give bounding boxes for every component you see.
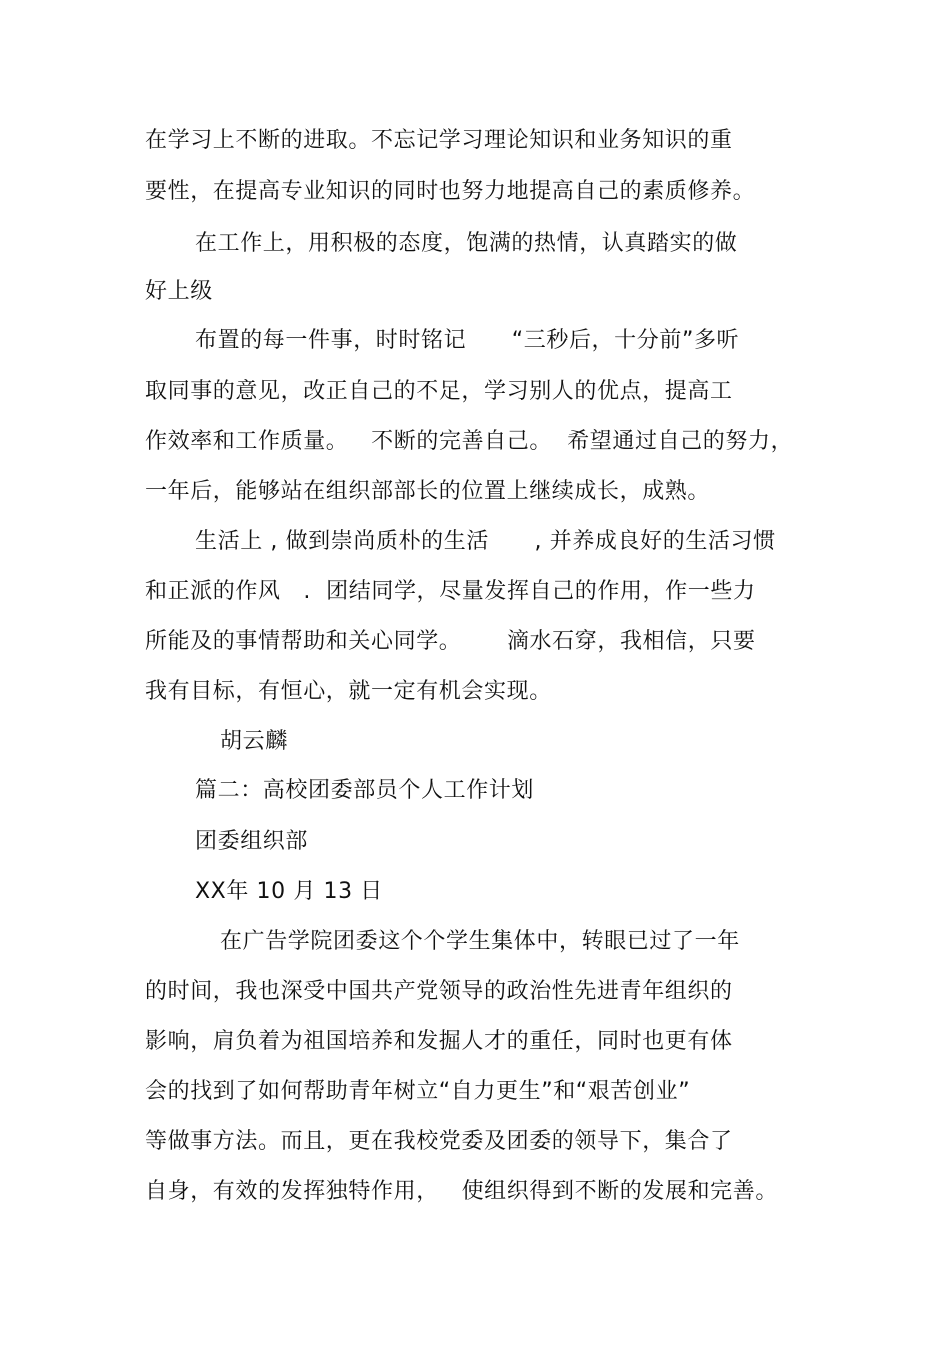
text-line: 所能及的事情帮助和关心同学。 滴水石穿，我相信，只要 xyxy=(145,629,756,654)
section-title: 篇二：高校团委部员个人工作计划 xyxy=(195,778,535,803)
text-line: 生活上 , 做到崇尚质朴的生活 , 并养成良好的生活习惯 xyxy=(195,529,776,554)
text-line: 一年后，能够站在组织部部长的位置上继续成长，成熟。 xyxy=(145,479,711,504)
text-line: 在学习上不断的进取。不忘记学习理论知识和业务知识的重 xyxy=(145,128,733,153)
document-date: XX年 10 月 13 日 xyxy=(195,879,383,904)
text-line: 影响，肩负着为祖国培养和发掘人才的重任，同时也更有体 xyxy=(145,1029,733,1054)
department-name: 团委组织部 xyxy=(195,829,309,854)
text-line: 布置的每一件事，时时铭记 “三秒后，十分前”多听 xyxy=(195,328,740,353)
text-line: 的时间，我也深受中国共产党领导的政治性先进青年组织的 xyxy=(145,979,733,1004)
text-line: 和正派的作风 . 团结同学，尽量发挥自己的作用，作一些力 xyxy=(145,579,756,604)
text-line: 自身，有效的发挥独特作用， 使组织得到不断的发展和完善。 xyxy=(145,1179,778,1204)
text-line: 等做事方法。而且，更在我校党委及团委的领导下，集合了 xyxy=(145,1129,733,1154)
text-line: 在广告学院团委这个个学生集体中，转眼已过了一年 xyxy=(220,929,740,954)
text-line: 要性，在提高专业知识的同时也努力地提高自己的素质修养。 xyxy=(145,179,756,204)
signature-name: 胡云麟 xyxy=(220,729,288,754)
text-line: 会的找到了如何帮助青年树立“自力更生”和“艰苦创业” xyxy=(145,1079,691,1104)
text-line: 在工作上，用积极的态度，饱满的热情，认真踏实的做 xyxy=(195,231,738,256)
text-line: 好上级 xyxy=(145,279,213,304)
text-line: 取同事的意见，改正自己的不足，学习别人的优点，提高工 xyxy=(145,379,733,404)
text-line: 我有目标，有恒心，就一定有机会实现。 xyxy=(145,679,552,704)
text-line: 作效率和工作质量。 不断的完善自己。 希望通过自己的努力， xyxy=(145,429,794,454)
